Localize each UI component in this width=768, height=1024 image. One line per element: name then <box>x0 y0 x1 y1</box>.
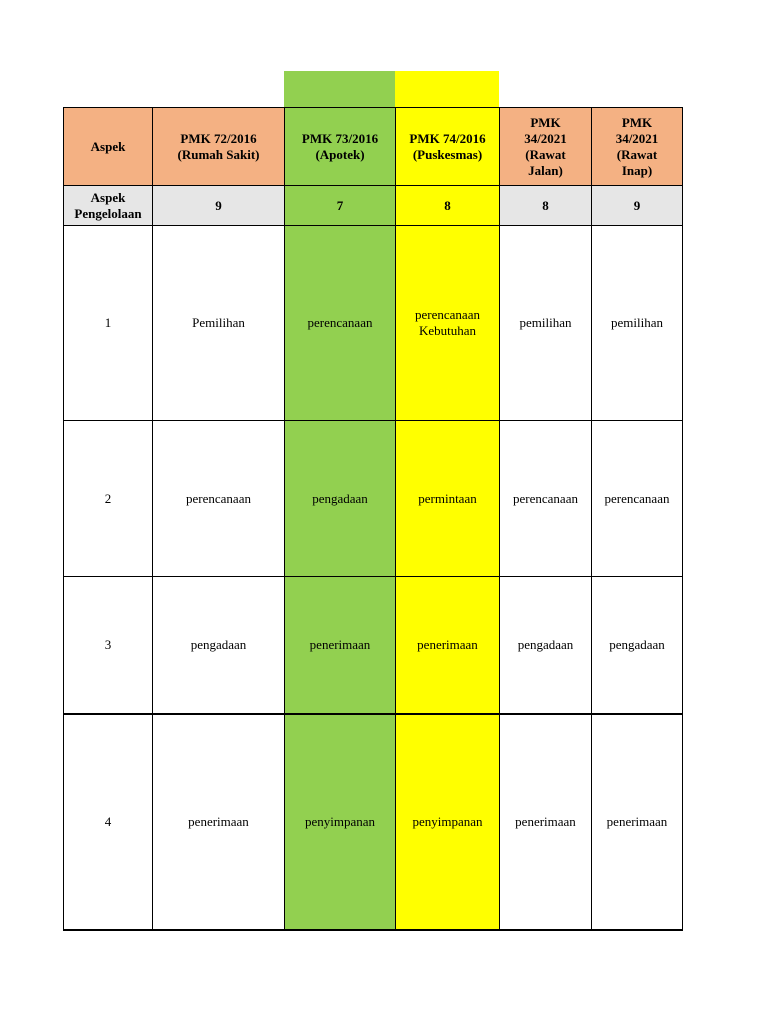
header-rs-line-2: (Rumah Sakit) <box>177 146 260 162</box>
header-rawat-inap <box>592 108 683 186</box>
count-apotek: 7 <box>285 186 396 226</box>
cell-puskesmas: penerimaan <box>396 577 500 714</box>
table-row <box>64 577 683 714</box>
cell-rawat-inap: perencanaan <box>592 421 683 577</box>
row-number: 2 <box>64 421 153 577</box>
table-row <box>64 714 683 930</box>
cell-rawat-jalan: pemilihan <box>500 226 592 421</box>
cell-rumah-sakit: penerimaan <box>153 714 285 930</box>
apotek-column-top-fill <box>284 71 395 107</box>
count-row <box>64 186 683 226</box>
header-puskesmas-line-1: PMK 74/2016 <box>409 130 486 146</box>
puskesmas-column-top-fill <box>395 71 499 107</box>
cell-apotek: penerimaan <box>285 577 396 714</box>
cell-rawat-jalan: perencanaan <box>500 421 592 577</box>
cell-rawat-inap: penerimaan <box>592 714 683 930</box>
cell-puskesmas <box>396 226 500 421</box>
header-rawat-jalan-line-3: (Rawat <box>525 146 566 162</box>
header-aspek <box>64 108 153 186</box>
cell-rawat-inap: pemilihan <box>592 226 683 421</box>
table-row <box>64 421 683 577</box>
count-label-line-1: Aspek <box>90 189 126 205</box>
header-rawat-jalan-line-1: PMK <box>530 114 561 130</box>
cell-apotek: pengadaan <box>285 421 396 577</box>
header-rawat-jalan <box>500 108 592 186</box>
header-apotek <box>285 108 396 186</box>
header-rawat-jalan-line-4: Jalan) <box>528 162 563 178</box>
header-apotek-line-2: (Apotek) <box>315 146 365 162</box>
header-aspek-label: Aspek <box>90 138 126 154</box>
count-label <box>64 186 153 226</box>
header-row <box>64 108 683 186</box>
cell-puskesmas-line-2: Kebutuhan <box>418 323 477 338</box>
cell-rawat-jalan: penerimaan <box>500 714 592 930</box>
header-puskesmas-line-2: (Puskesmas) <box>412 146 483 162</box>
count-rawat-jalan: 8 <box>500 186 592 226</box>
cell-puskesmas: penyimpanan <box>396 714 500 930</box>
cell-puskesmas: permintaan <box>396 421 500 577</box>
header-apotek-line-1: PMK 73/2016 <box>301 130 379 146</box>
header-rs-line-1: PMK 72/2016 <box>180 130 257 146</box>
cell-rawat-jalan: pengadaan <box>500 577 592 714</box>
header-rawat-inap-line-1: PMK <box>621 114 653 130</box>
cell-puskesmas-line-1: perencanaan <box>415 307 480 322</box>
count-rawat-inap: 9 <box>592 186 683 226</box>
row-number: 3 <box>64 577 153 714</box>
header-rawat-inap-line-2: 34/2021 <box>615 130 659 146</box>
cell-apotek: penyimpanan <box>285 714 396 930</box>
row-number: 1 <box>64 226 153 421</box>
count-rumah-sakit: 9 <box>153 186 285 226</box>
table-row <box>64 226 683 421</box>
comparison-table <box>63 107 683 931</box>
header-puskesmas <box>396 108 500 186</box>
cell-rumah-sakit: pengadaan <box>153 577 285 714</box>
count-label-line-2: Pengelolaan <box>74 205 142 221</box>
header-rawat-inap-line-3: (Rawat <box>616 146 658 162</box>
cell-apotek: perencanaan <box>285 226 396 421</box>
cell-rumah-sakit: perencanaan <box>153 421 285 577</box>
header-rawat-jalan-line-2: 34/2021 <box>524 130 567 146</box>
header-rawat-inap-line-4: Inap) <box>621 162 653 178</box>
row-number: 4 <box>64 714 153 930</box>
count-puskesmas: 8 <box>396 186 500 226</box>
cell-rawat-inap: pengadaan <box>592 577 683 714</box>
header-rumah-sakit <box>153 108 285 186</box>
cell-rumah-sakit: Pemilihan <box>153 226 285 421</box>
